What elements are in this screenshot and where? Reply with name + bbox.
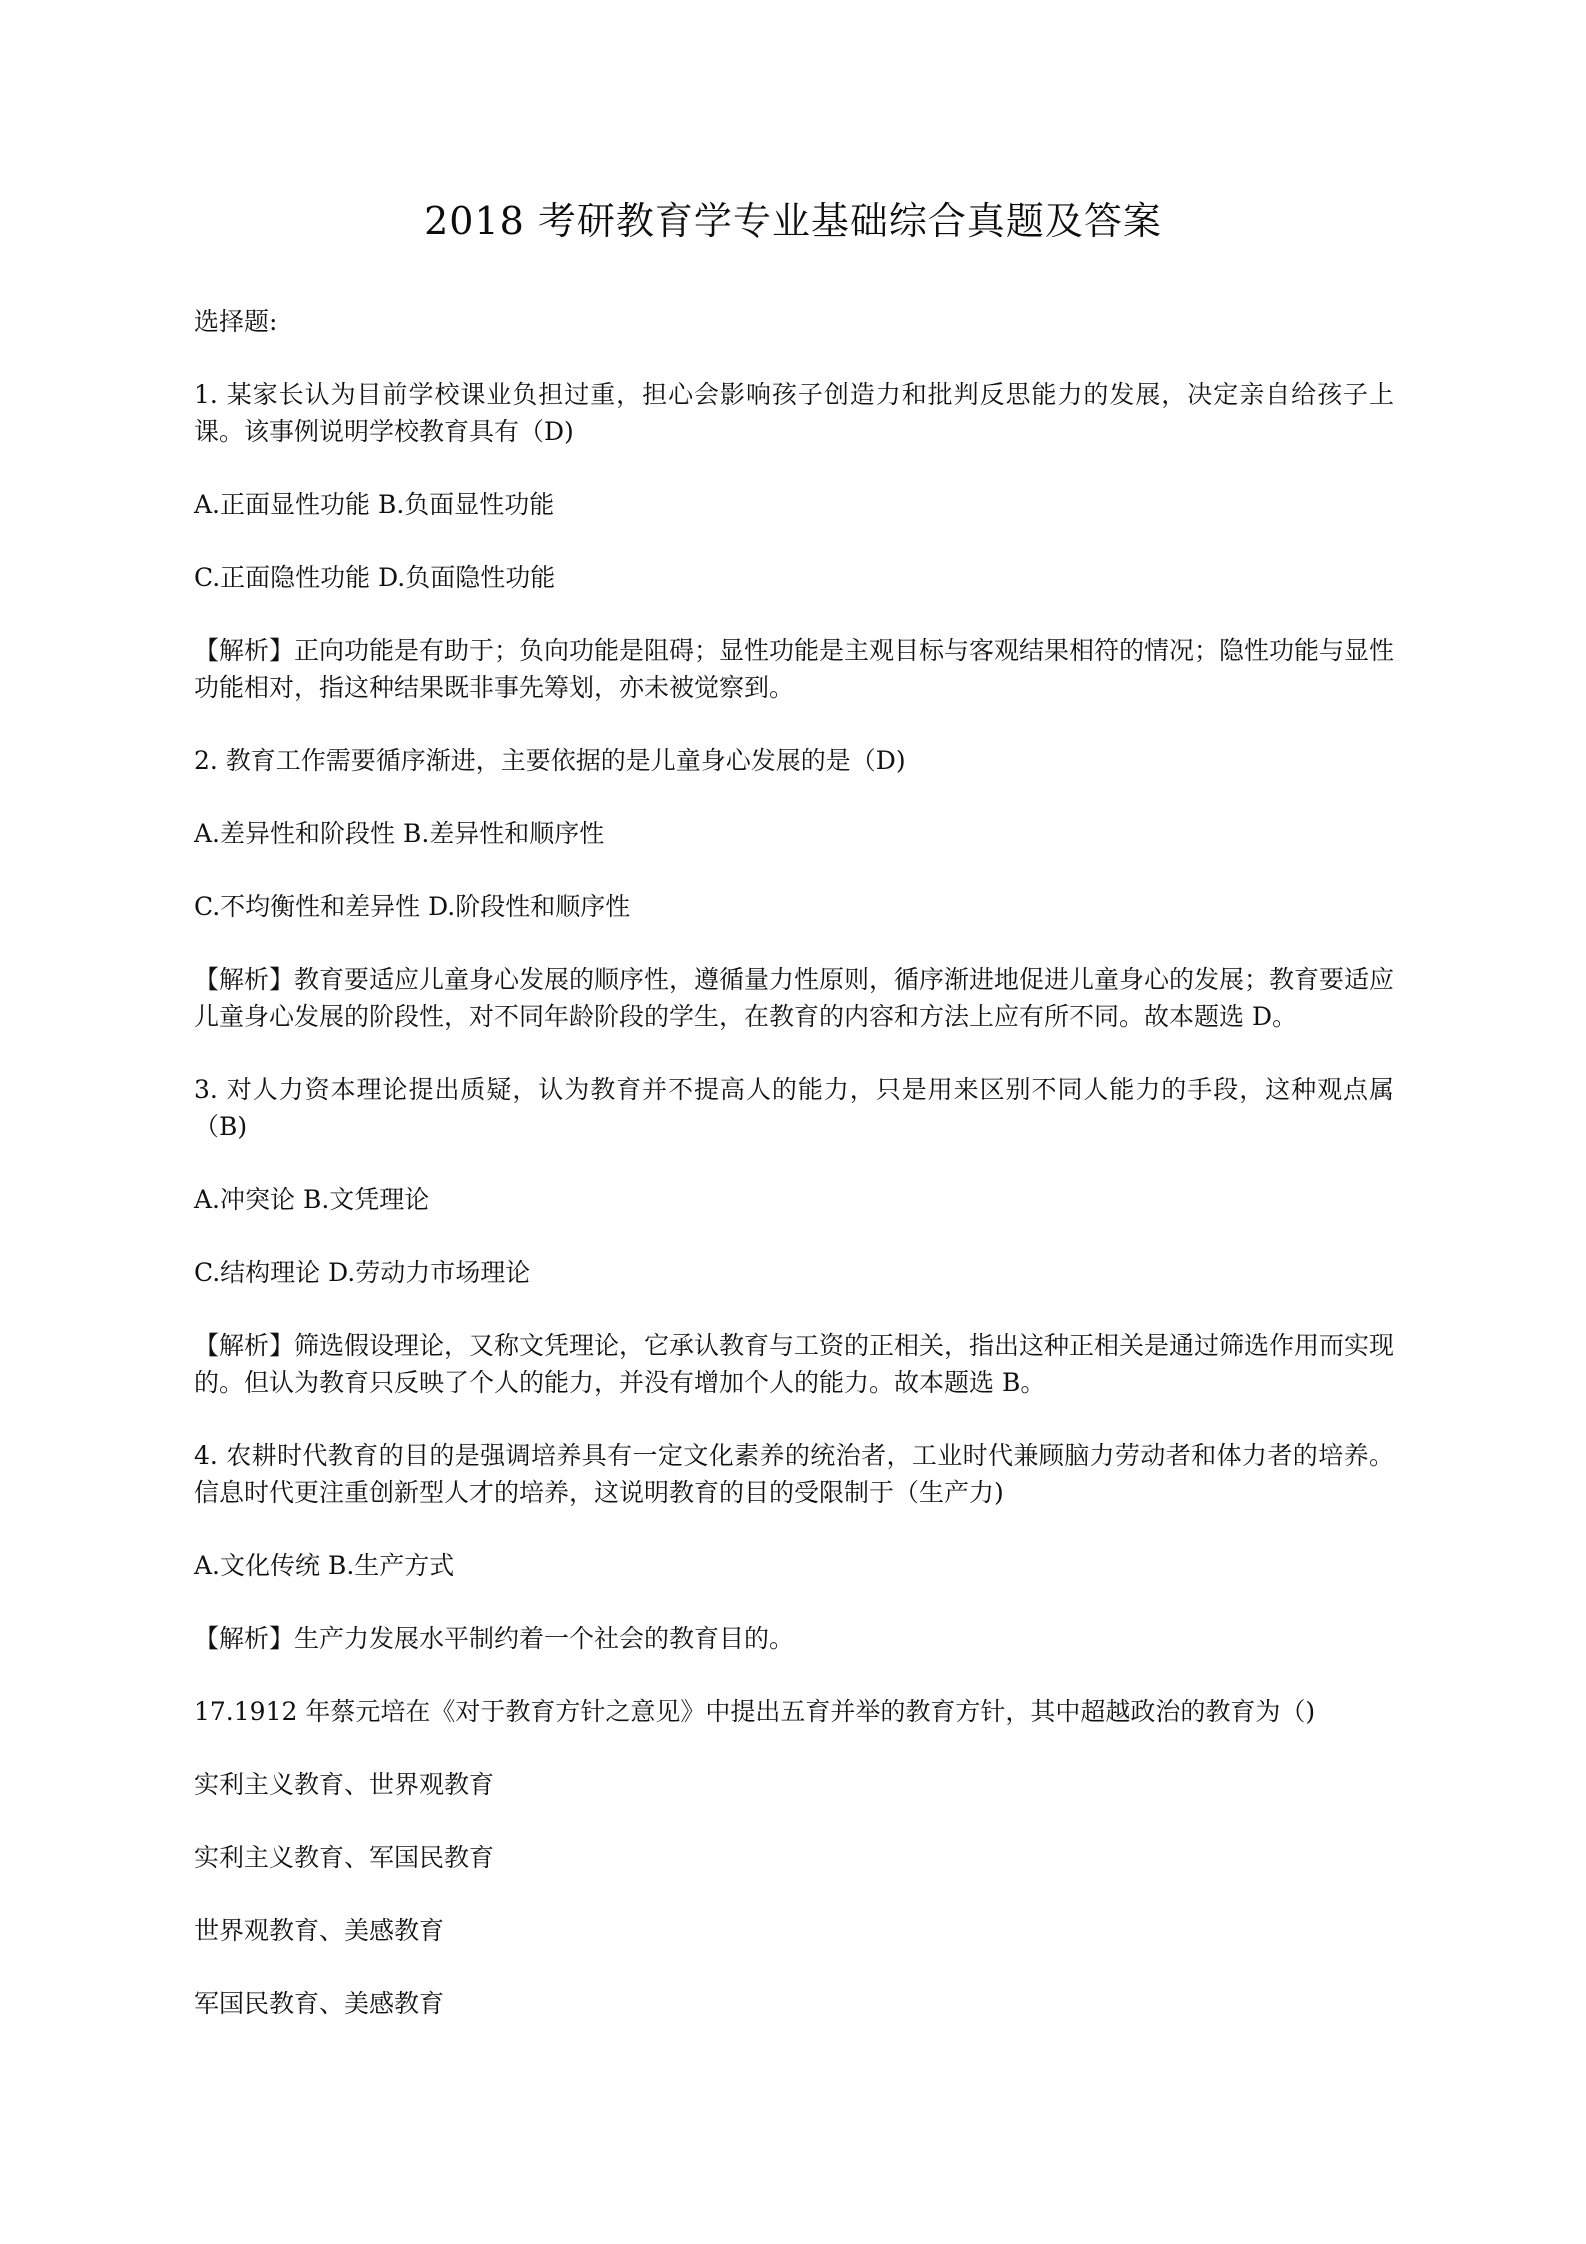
question-2-analysis: 【解析】教育要适应儿童身心发展的顺序性，遵循量力性原则，循序渐进地促进儿童身心的发展；教育要适应儿童身心发展的阶段性，对不同年龄阶段的学生，在教育的内容和方法上应有所不同。故本题选 D。: [194, 965, 1395, 1031]
question-3-options-ab: A.冲突论 B.文凭理论: [194, 1185, 430, 1214]
question-17: 17.1912 年蔡元培在《对于教育方针之意见》中提出五育并举的教育方针，其中超越政治的教育为（): [194, 1697, 1316, 1726]
question-4: 4. 农耕时代教育的目的是强调培养具有一定文化素养的统治者，工业时代兼顾脑力劳动者和体力者的培养。信息时代更注重创新型人才的培养，这说明教育的目的受限制于（生产力): [194, 1441, 1394, 1507]
question-3-analysis: 【解析】筛选假设理论，又称文凭理论，它承认教育与工资的正相关，指出这种正相关是通过筛选作用而实现的。但认为教育只反映了个人的能力，并没有增加个人的能力。故本题选 B。: [194, 1331, 1395, 1397]
question-2: 2. 教育工作需要循序渐进，主要依据的是儿童身心发展的是（D): [194, 746, 906, 775]
question-2-options-cd: C.不均衡性和差异性 D.阶段性和顺序性: [194, 892, 631, 921]
section-heading: 选择题:: [194, 307, 278, 336]
question-1-options-cd: C.正面隐性功能 D.负面隐性功能: [194, 563, 556, 592]
document-title: 2018 考研教育学专业基础综合真题及答案: [424, 199, 1162, 243]
question-17-option-3: 世界观教育、美感教育: [194, 1916, 445, 1945]
question-2-options-ab: A.差异性和阶段性 B.差异性和顺序性: [194, 819, 605, 848]
question-4-analysis: 【解析】生产力发展水平制约着一个社会的教育目的。: [194, 1624, 795, 1653]
question-1: 1. 某家长认为目前学校课业负担过重，担心会影响孩子创造力和批判反思能力的发展，决定亲自给孩子上课。该事例说明学校教育具有（D): [194, 380, 1394, 446]
question-3-options-cd: C.结构理论 D.劳动力市场理论: [194, 1258, 531, 1287]
question-3: 3. 对人力资本理论提出质疑，认为教育并不提高人的能力，只是用来区别不同人能力的手段，这种观点属（B): [194, 1075, 1394, 1141]
question-1-options-ab: A.正面显性功能 B.负面显性功能: [194, 490, 555, 519]
document-body: [194, 303, 1394, 2058]
question-17-option-2: 实利主义教育、军国民教育: [194, 1843, 495, 1872]
question-1-analysis: 【解析】正向功能是有助于；负向功能是阻碍；显性功能是主观目标与客观结果相符的情况；隐性功能与显性功能相对，指这种结果既非事先筹划，亦未被觉察到。: [194, 636, 1395, 702]
question-17-option-1: 实利主义教育、世界观教育: [194, 1770, 495, 1799]
question-17-option-4: 军国民教育、美感教育: [194, 1989, 445, 2018]
question-4-options-ab: A.文化传统 B.生产方式: [194, 1551, 455, 1580]
